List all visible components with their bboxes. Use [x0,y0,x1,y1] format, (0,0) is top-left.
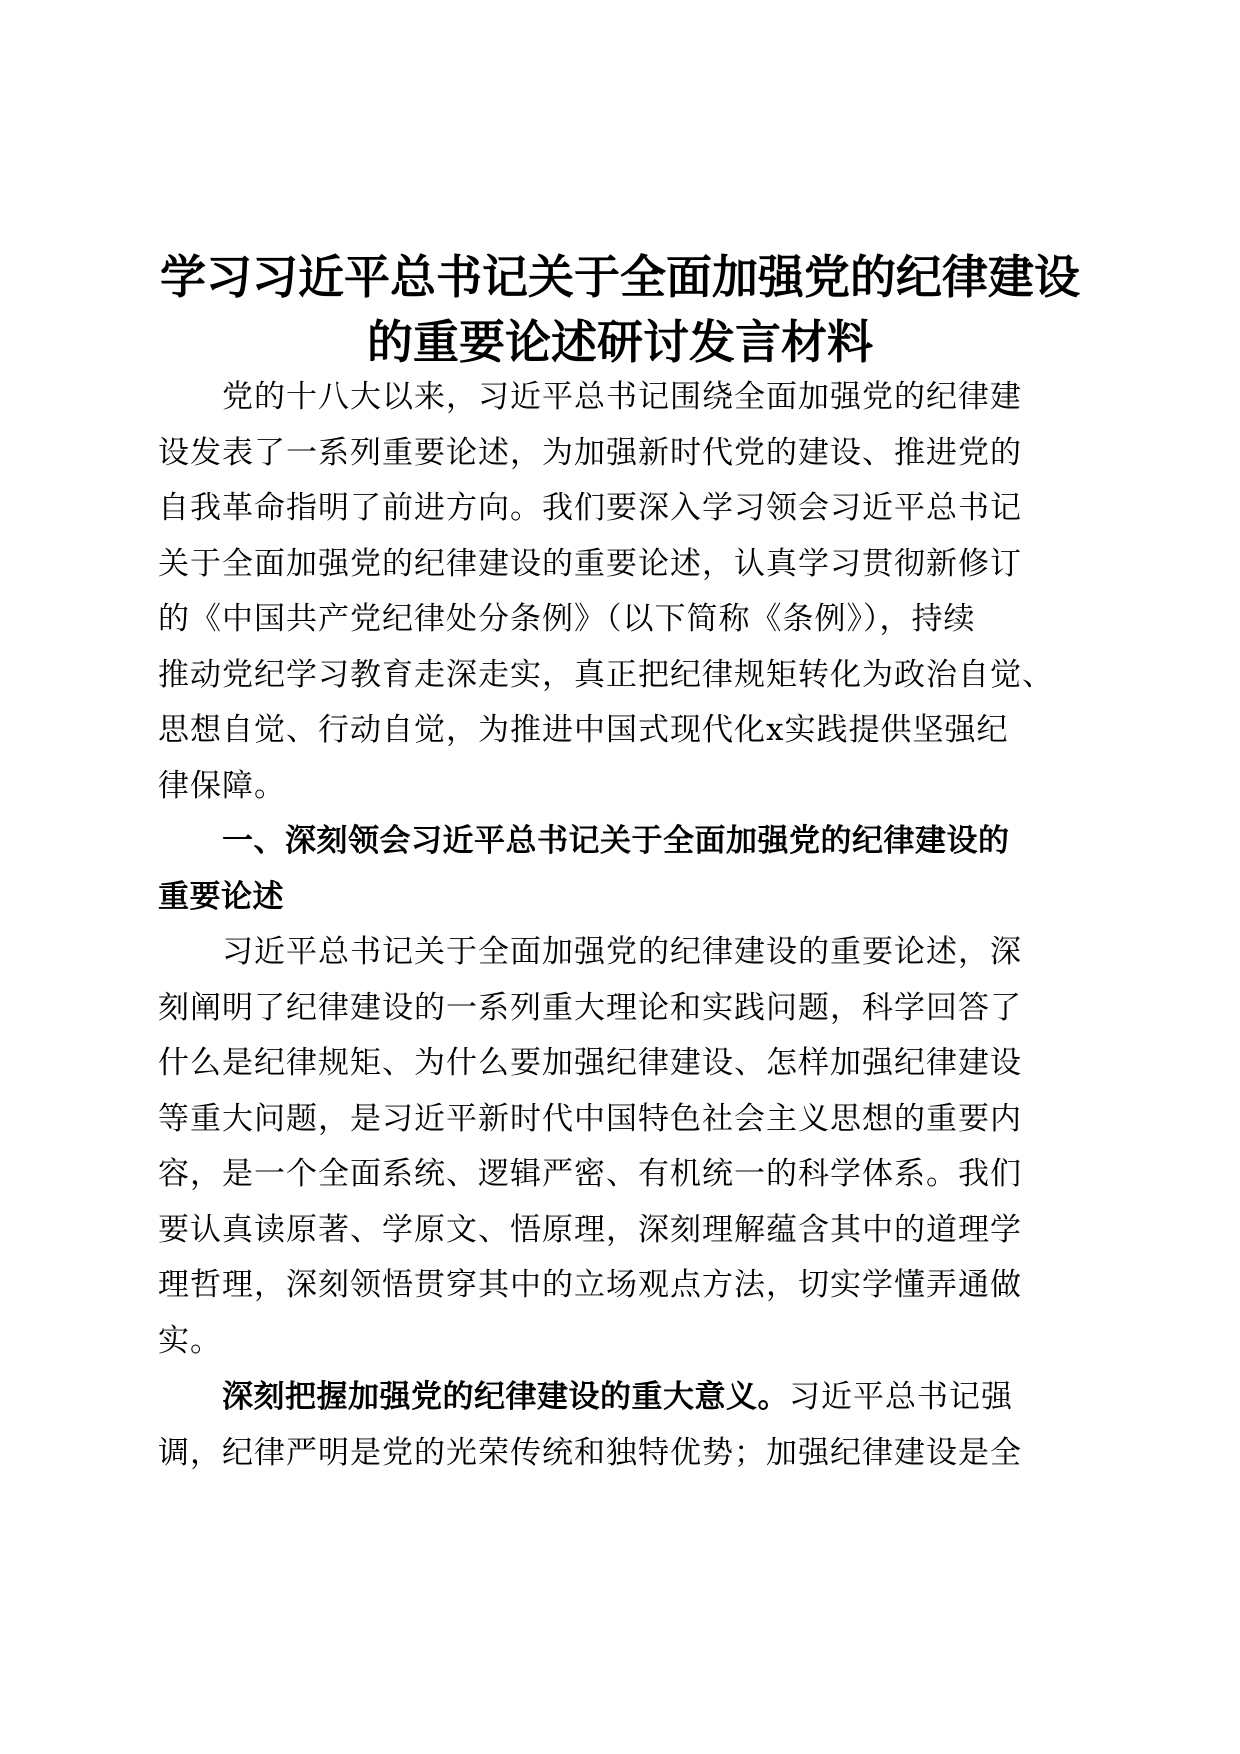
heading-line: 重要论述 [158,879,284,915]
paragraph-line: 的《中国共产党纪律处分条例》（以下简称《条例》），持续 [158,601,976,637]
paragraph-line [222,1368,1058,1426]
paragraph-line: 律保障。 [158,768,286,804]
paragraph-line: 容，是一个全面系统、逻辑严密、有机统一的科学体系。我们 [158,1156,1022,1192]
document-title-line-2: 的重要论述研讨发言材料 [367,315,873,369]
paragraph-line: 等重大问题，是习近平新时代中国特色社会主义思想的重要内 [158,1101,1022,1137]
paragraph-line: 设发表了一系列重要论述，为加强新时代党的建设、推进党的 [158,435,1022,471]
paragraph-line: 实。 [158,1323,222,1359]
bold-lead-sentence: 深刻把握加强党的纪律建设的重大意义。 [222,1379,789,1415]
heading-line: 一、深刻领会习近平总书记关于全面加强党的纪律建设的 [222,823,1010,859]
paragraph-line: 调，纪律严明是党的光荣传统和独特优势；加强纪律建设是全 [158,1435,1022,1471]
paragraph-line: 推动党纪学习教育走深走实，真正把纪律规矩转化为政治自觉、 [158,657,1054,693]
paragraph-line: 关于全面加强党的纪律建设的重要论述，认真学习贯彻新修订 [158,546,1022,582]
paragraph-line: 什么是纪律规矩、为什么要加强纪律建设、怎样加强纪律建设 [158,1045,1022,1081]
paragraph-line: 党的十八大以来，习近平总书记围绕全面加强党的纪律建 [222,379,1022,415]
paragraph-line: 自我革命指明了前进方向。我们要深入学习领会习近平总书记 [158,490,1022,526]
paragraph-line: 习近平总书记关于全面加强党的纪律建设的重要论述，深 [222,934,1022,970]
paragraph-line: 刻阐明了纪律建设的一系列重大理论和实践问题，科学回答了 [158,990,1022,1026]
paragraph-line-rest: 习近平总书记强 [789,1379,1013,1415]
paragraph-line: 思想自觉、行动自觉，为推进中国式现代化x实践提供坚强纪 [158,712,1009,748]
paragraph-line: 要认真读原著、学原文、悟原理，深刻理解蕴含其中的道理学 [158,1212,1022,1248]
paragraph-line: 理哲理，深刻领悟贯穿其中的立场观点方法，切实学懂弄通做 [158,1267,1022,1303]
document-title-line-1: 学习习近平总书记关于全面加强党的纪律建设 [160,250,1080,304]
